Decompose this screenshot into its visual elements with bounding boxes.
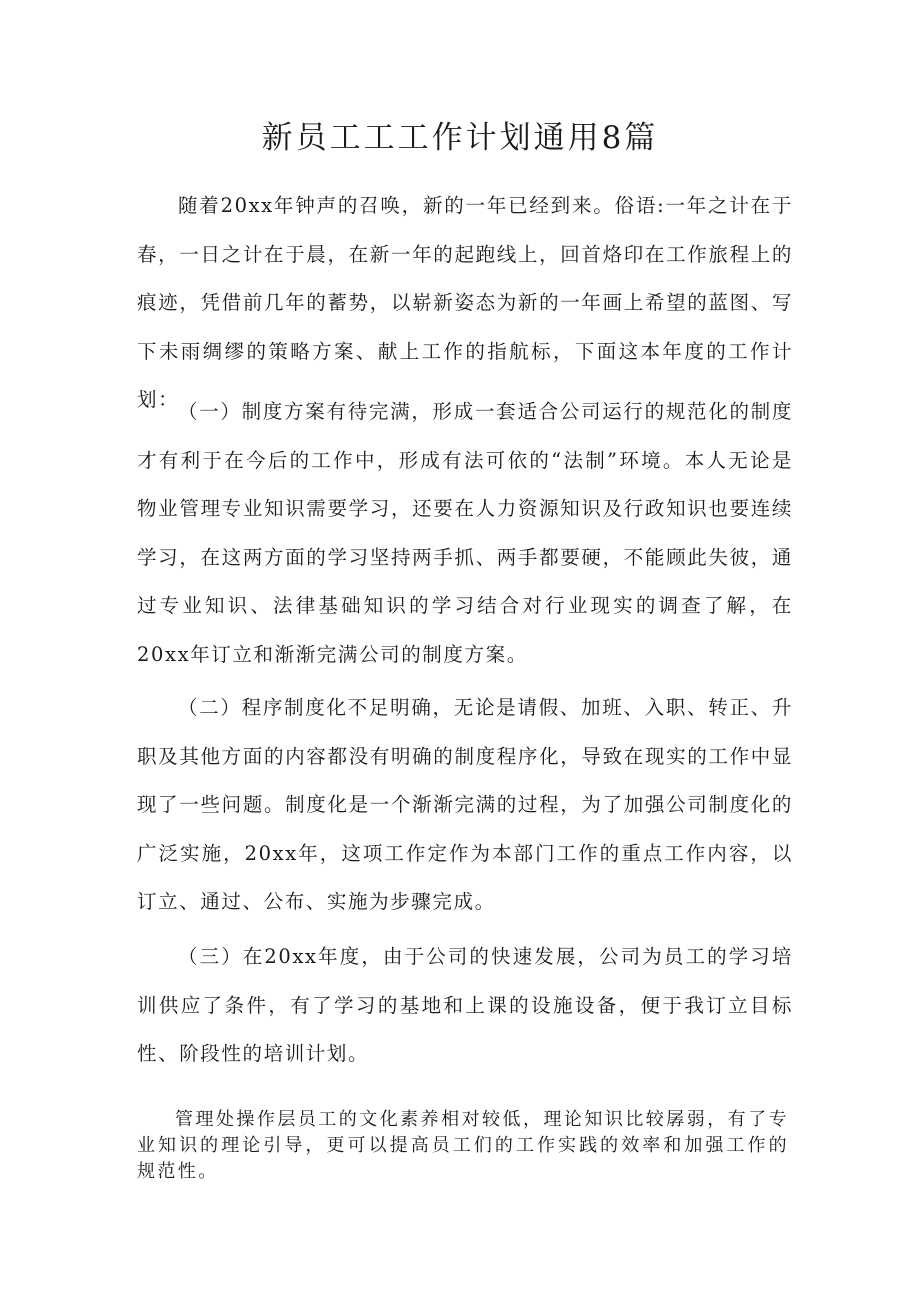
paragraph-item-one: （一）制度方案有待完满，形成一套适合公司运行的规范化的制度才有利于在今后的工作中，形成有法可依的“法制”环境。本人无论是物业管理专业知识需要学习，还要在人力资源知识及行政知识也要连续学习，在这两方面的学习坚持两手抓、两手都要硬，不能顾此失彼，通过专业知识、法律基础知识的学习结合对行业现实的调查了解，在20xx年订立和渐渐完满公司的制度方案。 — [137, 400, 793, 666]
paragraph-intro: 随着20xx年钟声的召唤，新的一年已经到来。俗语:一年之计在于春，一日之计在于晨，在新一年的起跑线上，回首烙印在工作旅程上的痕迹，凭借前几年的蓄势，以崭新姿态为新的一年画上希望的蓝图、写下未雨绸缪的策略方案、献上工作的指航标，下面这本年度的工作计划： — [137, 194, 793, 411]
paragraph-item-two: （二）程序制度化不足明确，无论是请假、加班、入职、转正、升职及其他方面的内容都没有明确的制度程序化，导致在现实的工作中显现了一些问题。制度化是一个渐渐完满的过程，为了加强公司制度化的广泛实施，20xx年，这项工作定作为本部门工作的重点工作内容，以订立、通过、公布、实施为步骤完成。 — [137, 696, 793, 913]
paragraph-staff-note: 管理处操作层员工的文化素养相对较低，理论知识比较孱弱，有了专业知识的理论引导，更可以提高员工们的工作实践的效率和加强工作的规范性。 — [137, 1109, 789, 1182]
paragraph-item-three: （三）在20xx年度，由于公司的快速发展，公司为员工的学习培训供应了条件，有了学习的基地和上课的设施设备，便于我订立目标性、阶段性的培训计划。 — [137, 945, 793, 1065]
document-title: 新员工工工作计划通用8篇 — [261, 120, 659, 156]
